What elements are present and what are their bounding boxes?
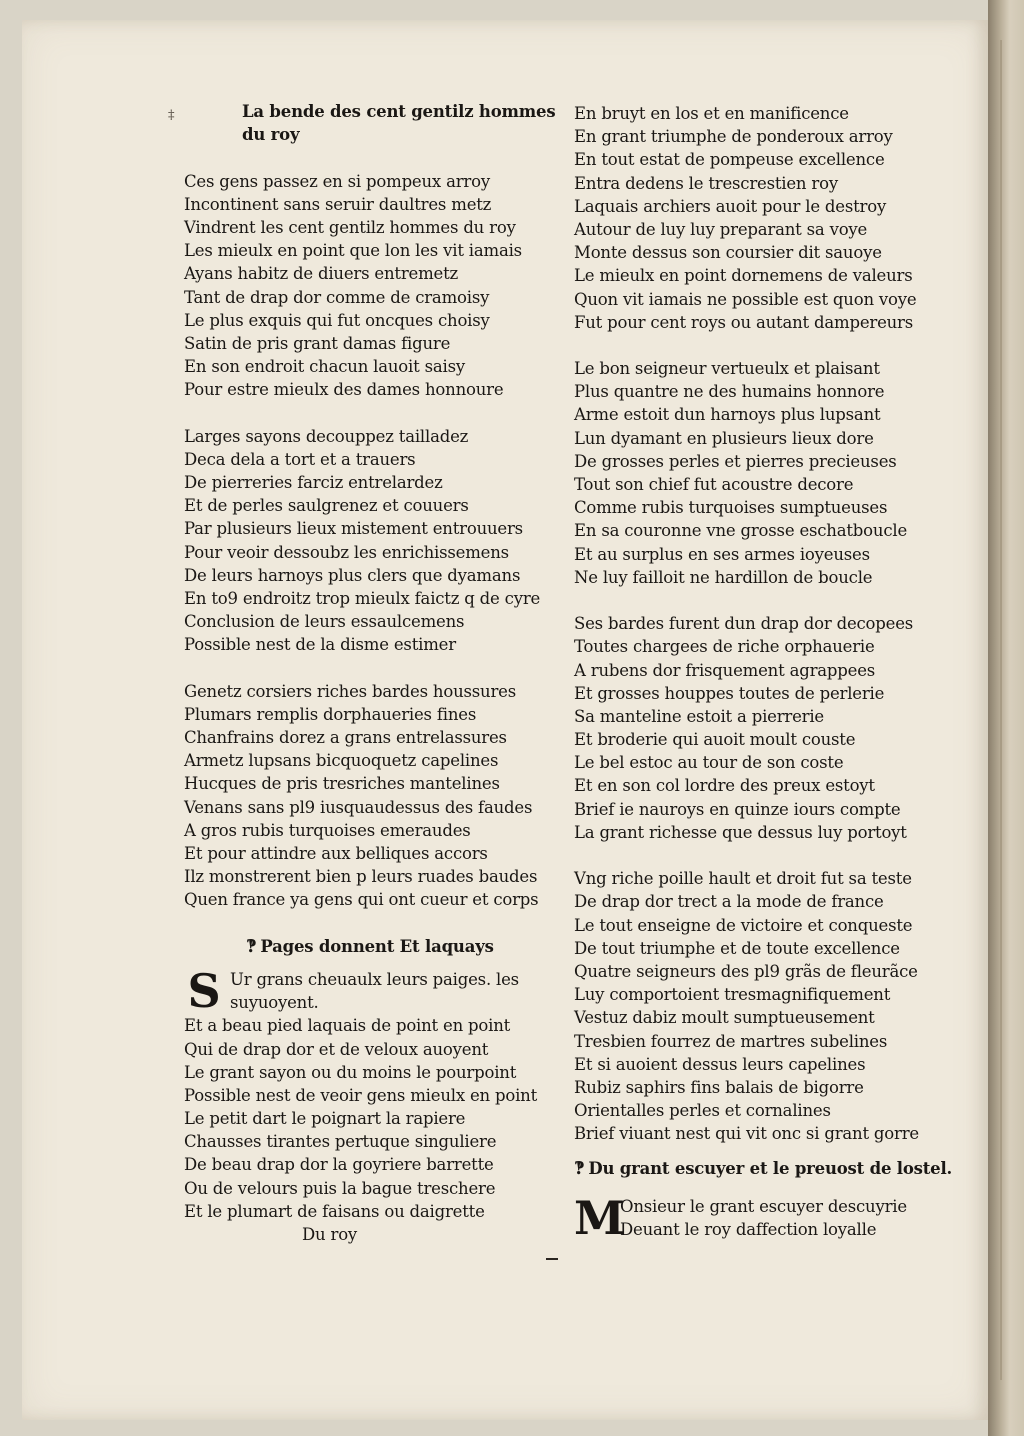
initial-paragraph — [184, 968, 555, 1014]
verse-line: Arme estoit dun harnoys plus lupsant — [574, 405, 881, 425]
verse-line: Ces gens passez en si pompeux arroy — [184, 171, 490, 191]
catchword: Du roy — [302, 1225, 358, 1245]
verse-line: Pour veoir dessoubz les enrichissemens — [184, 542, 509, 562]
verse-line: Conclusion de leurs essaulcemens — [184, 612, 465, 632]
verse-line: Toutes chargees de riche orphauerie — [574, 637, 875, 657]
pilcrow-icon: ‽ — [574, 1158, 585, 1180]
verse-line: Ur grans cheuaulx leurs paiges. les — [230, 969, 519, 989]
verse-line: Genetz corsiers riches bardes houssures — [184, 681, 516, 701]
verse-line: Le tout enseigne de victoire et conqueste — [574, 915, 913, 935]
verse-line: En tout estat de pompeuse excellence — [574, 150, 885, 170]
verse-line: Hucques de pris tresriches mantelines — [184, 774, 500, 794]
verse-line: Ou de velours puis la bague treschere — [184, 1178, 496, 1198]
verse-line: La grant richesse que dessus luy portoyt — [574, 822, 907, 842]
verse-line: Le grant sayon ou du moins le pourpoint — [184, 1062, 517, 1082]
decorated-initial: M — [574, 1194, 625, 1242]
verse-line: En grant triumphe de ponderoux arroy — [574, 127, 893, 147]
verse-line: Sa manteline estoit a pierrerie — [574, 706, 824, 726]
verse-line: De grosses perles et pierres precieuses — [574, 451, 897, 471]
verse-line: Fut pour cent roys ou autant dampereurs — [574, 312, 914, 332]
verse-line: Plus quantre ne des humains honnore — [574, 382, 885, 402]
verse-line: Larges sayons decouppez tailladez — [184, 426, 469, 446]
verse-line: Deuant le roy daffection loyalle — [620, 1219, 877, 1239]
verse-line: suyuoyent. — [230, 993, 319, 1013]
rubric-heading — [574, 1157, 952, 1180]
verse-line: Le bon seigneur vertueulx et plaisant — [574, 359, 880, 379]
verse-line: Et au surplus en ses armes ioyeuses — [574, 544, 870, 564]
verse-line: Et en son col lordre des preux estoyt — [574, 776, 875, 796]
verse-line: Armetz lupsans bicquoquetz capelines — [184, 751, 499, 771]
verse-line: En bruyt en los et en manificence — [574, 104, 849, 123]
verse-line: Rubiz saphirs fins balais de bigorre — [574, 1077, 864, 1097]
verse-line: Plumars remplis dorphaueries fines — [184, 704, 477, 724]
verse-line: De pierreries farciz entrelardez — [184, 473, 443, 492]
verse-line: Vestuz dabiz moult sumptueusement — [574, 1008, 875, 1028]
verse-line: En son endroit chacun lauoit saisy — [184, 357, 465, 377]
verse-line: Le mieulx en point dornemens de valeurs — [574, 266, 913, 286]
verse-line: Chanfrains dorez a grans entrelassures — [184, 728, 507, 748]
verse-line: Laquais archiers auoit pour le destroy — [574, 196, 887, 216]
verse-line: Et a beau pied laquais de point en point — [184, 1016, 511, 1036]
facing-page-edge — [1000, 40, 1002, 1380]
pilcrow-icon: ‽ — [246, 935, 257, 957]
verse-line: De beau drap dor la goyriere barrette — [184, 1155, 494, 1175]
right-column — [574, 102, 952, 1241]
verse-line: Ne luy failloit ne hardillon de boucle — [574, 567, 873, 587]
verse-line: Orientalles perles et cornalines — [574, 1101, 831, 1121]
verse-line: Onsieur le grant escuyer descuyrie — [620, 1196, 907, 1216]
verse-line: Luy comportoient tresmagnifiquement — [574, 985, 891, 1005]
section-title: La bende des cent gentilz hommes — [242, 102, 556, 121]
verse-line: Autour de luy luy preparant sa voye — [574, 219, 868, 239]
verse-line: Et le plumart de faisans ou daigrette — [184, 1201, 485, 1221]
verse-line: Venans sans pl9 iusquaudessus des faudes — [184, 797, 533, 817]
verse-line: Possible nest de la disme estimer — [184, 635, 456, 655]
verse-line: Le petit dart le poignart la rapiere — [184, 1109, 466, 1129]
page-end-mark — [546, 1258, 558, 1260]
verse-line: Le bel estoc au tour de son coste — [574, 753, 844, 773]
verse-line: Et si auoient dessus leurs capelines — [574, 1054, 866, 1074]
verse-line: De tout triumphe et de toute excellence — [574, 938, 900, 958]
initial-paragraph — [574, 1195, 952, 1241]
verse-line: Entra dedens le trescrestien roy — [574, 173, 838, 193]
verse-line: De drap dor trect a la mode de france — [574, 892, 884, 912]
verse-line: Quon vit iamais ne possible est quon voye — [574, 289, 917, 309]
verse-line: Par plusieurs lieux mistement entrouuers — [184, 519, 523, 539]
verse-line: Les mieulx en point que lon les vit iamais — [184, 241, 522, 261]
verse-line: Tout son chief fut acoustre decore — [574, 475, 854, 494]
verse-line: Brief viuant nest qui vit onc si grant gorre — [574, 1124, 919, 1144]
verse-line: Incontinent sans seruir daultres metz — [184, 194, 492, 214]
verse-line: De leurs harnoys plus clers que dyamans — [184, 565, 521, 585]
verse-line: Quen france ya gens qui ont cueur et corps — [184, 890, 539, 910]
verse-line: En sa couronne vne grosse eschatboucle — [574, 521, 908, 541]
verse-line: Le plus exquis qui fut oncques choisy — [184, 310, 490, 330]
verse-line: Brief ie nauroys en quinze iours compte — [574, 799, 901, 819]
verse-line: En to9 endroitz trop mieulx faictz q de cyre — [184, 588, 541, 608]
verse-line: Pour estre mieulx des dames honnoure — [184, 380, 504, 400]
verse-line: Deca dela a tort et a trauers — [184, 449, 416, 469]
verse-line: Tant de drap dor comme de cramoisy — [184, 287, 490, 307]
rubric-heading — [184, 935, 555, 958]
verse-line: Vng riche poille hault et droit fut sa teste — [574, 869, 912, 889]
verse-line: Quatre seigneurs des pl9 grãs de fleurãce — [574, 961, 918, 981]
verse-line: Et de perles saulgrenez et couuers — [184, 496, 469, 516]
verse-line: Ses bardes furent dun drap dor decopees — [574, 614, 914, 634]
verse-line: Ilz monstrerent bien p leurs ruades baudes — [184, 867, 538, 887]
section-title: du roy — [242, 125, 300, 145]
verse-line: Qui de drap dor et de veloux auoyent — [184, 1039, 489, 1059]
verse-line: Et grosses houppes toutes de perlerie — [574, 683, 885, 703]
verse-line: Chausses tirantes pertuque singuliere — [184, 1132, 497, 1152]
verse-line: Possible nest de veoir gens mieulx en point — [184, 1085, 538, 1105]
verse-line: A gros rubis turquoises emeraudes — [184, 820, 471, 840]
margin-mark: ‡ — [168, 108, 175, 123]
verse-line: Lun dyamant en plusieurs lieux dore — [574, 428, 874, 448]
verse-line: Vindrent les cent gentilz hommes du roy — [184, 217, 516, 237]
verse-line: Et pour attindre aux belliques accors — [184, 844, 488, 863]
verse-line: Satin de pris grant damas figure — [184, 333, 451, 353]
verse-line: Ayans habitz de diuers entremetz — [184, 264, 459, 284]
book-gutter — [988, 0, 1024, 1436]
verse-line: A rubens dor frisquement agrappees — [574, 660, 876, 680]
decorated-initial: S — [187, 967, 221, 1015]
rubric-text: Pages donnent Et laquays — [260, 936, 494, 956]
verse-line: Et broderie qui auoit moult couste — [574, 730, 856, 750]
verse-line: Comme rubis turquoises sumptueuses — [574, 498, 888, 518]
rubric-text: Du grant escuyer et le preuost de lostel. — [588, 1159, 953, 1179]
left-column — [184, 100, 555, 1246]
verse-line: Monte dessus son coursier dit sauoye — [574, 243, 882, 263]
verse-line: Tresbien fourrez de martres subelines — [574, 1031, 888, 1051]
